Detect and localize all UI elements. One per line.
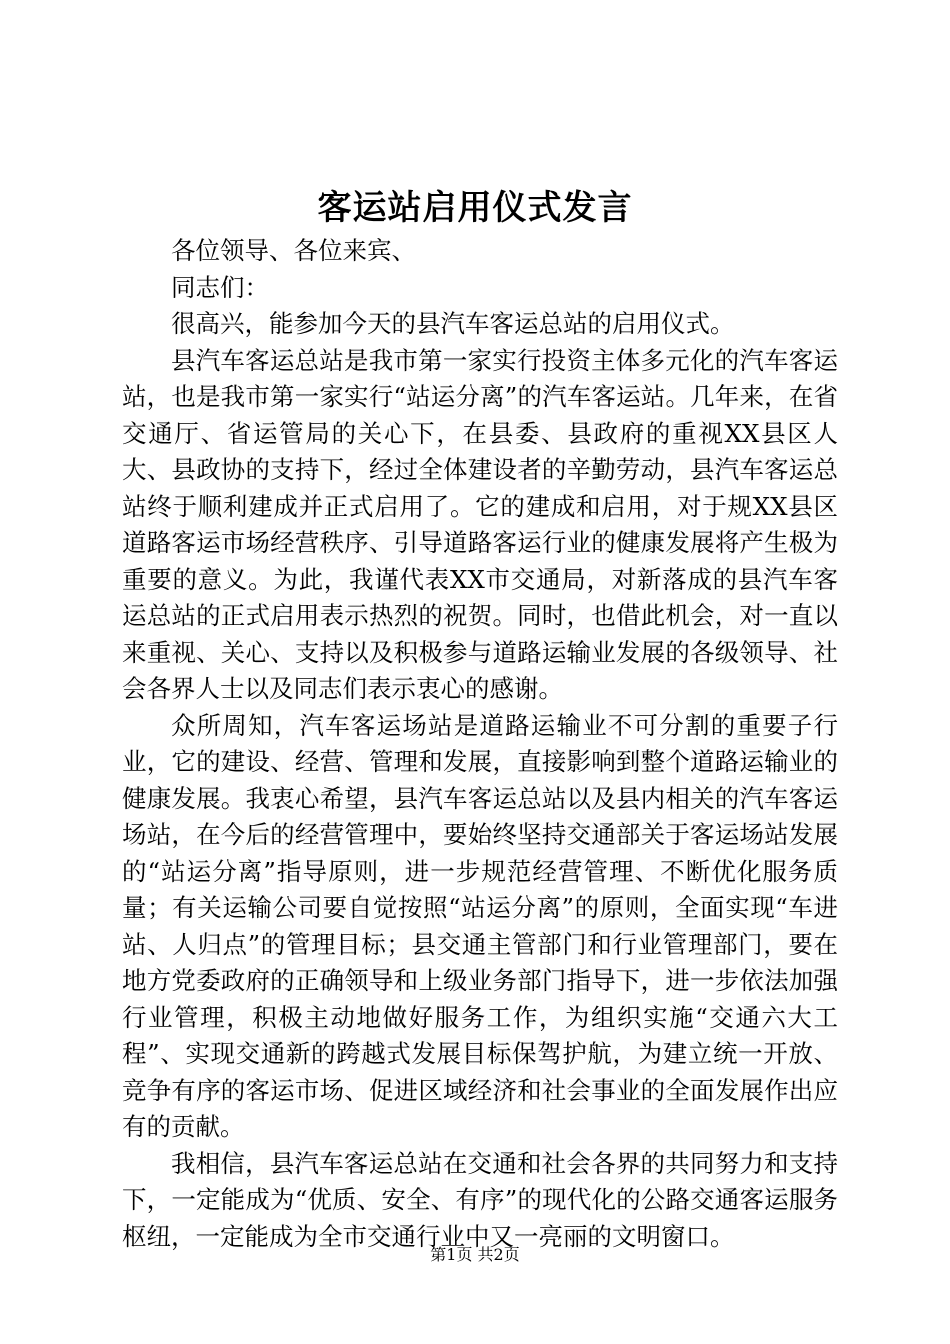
body-paragraph: 我相信，县汽车客运总站在交通和社会各界的共同努力和支持下，一定能成为“优质、安全、有序”的现代化的公路交通客运服务枢纽，一定能成为全市交通行业中又一亮丽的文明窗口。 xyxy=(122,1148,838,1251)
salutation-line: 各位领导、各位来宾、 xyxy=(171,236,416,265)
body-paragraph: 很高兴，能参加今天的县汽车客运总站的启用仪式。 xyxy=(171,309,735,338)
page-number-footer: 第1页 共2页 xyxy=(430,1245,520,1264)
salutation-line: 同志们： xyxy=(171,272,269,302)
document-body xyxy=(122,233,838,1255)
body-paragraph: 县汽车客运总站是我市第一家实行投资主体多元化的汽车客运站，也是我市第一家实行“站运分离”的汽车客运站。几年来，在省交通厅、省运管局的关心下，在县委、县政府的重视XX县区人大、县政协的支持下，经过全体建设者的辛勤劳动，县汽车客运总站终于顺利建成并正式启用了。它的建成和启用，对于规XX县区道路客运市场经营秩序、引导道路客运行业的健康发展将产生极为重要的意义。为此，我谨代表XX市交通局，对新落成的县汽车客运总站的正式启用表示热烈的祝贺。同时，也借此机会，对一直以来重视、关心、支持以及积极参与道路运输业发展的各级领导、社会各界人士以及同志们表示衷心的感谢。 xyxy=(122,345,838,703)
body-paragraph: 众所周知，汽车客运场站是道路运输业不可分割的重要子行业，它的建设、经营、管理和发展，直接影响到整个道路运输业的健康发展。我衷心希望，县汽车客运总站以及县内相关的汽车客运场站，在今后的经营管理中，要始终坚持交通部关于客运场站发展的“站运分离”指导原则，进一步规范经营管理、不断优化服务质量；有关运输公司要自觉按照“站运分离”的原则，全面实现“车进站、人归点”的管理目标；县交通主管部门和行业管理部门，要在地方党委政府的正确领导和上级业务部门指导下，进一步依法加强行业管理，积极主动地做好服务工作，为组织实施“交通六大工程”、实现交通新的跨越式发展目标保驾护航，为建立统一开放、竞争有序的客运市场、促进区域经济和社会事业的全面发展作出应有的贡献。 xyxy=(122,710,838,1141)
document-title: 客运站启用仪式发言 xyxy=(317,188,633,228)
